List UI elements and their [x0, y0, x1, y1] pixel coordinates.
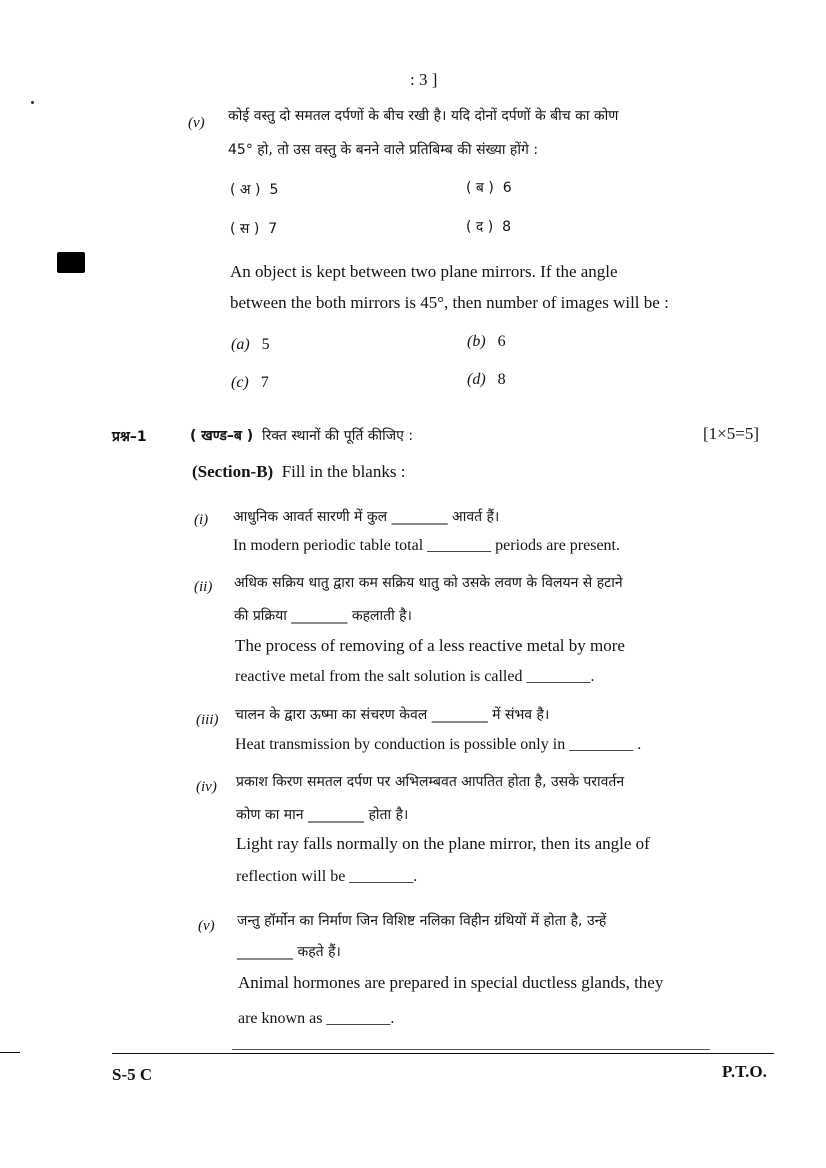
q5-hindi-option-b — [466, 178, 512, 197]
item-iv-number: (iv) — [196, 779, 217, 795]
option-value: 7 — [260, 374, 269, 391]
option-label: (a) — [231, 336, 250, 353]
footer-rule — [112, 1053, 774, 1054]
option-value: 5 — [261, 336, 270, 353]
option-value: 8 — [497, 371, 506, 388]
option-value: 8 — [502, 219, 512, 235]
item-ii-hindi-line2: की प्रक्रिया ________ कहलाती है। — [234, 608, 412, 624]
item-iv-english-line2: reflection will be ________. — [236, 868, 418, 885]
scan-speck — [31, 101, 34, 104]
option-label: ( ब ) — [466, 180, 494, 196]
option-value: 6 — [497, 333, 506, 350]
please-turn-over: P.T.O. — [722, 1062, 767, 1081]
section-b-heading-english — [192, 462, 405, 482]
instruction-hindi: रिक्त स्थानों की पूर्ति कीजिए : — [262, 428, 414, 444]
option-value: 7 — [268, 221, 278, 237]
item-iv-hindi-line2: कोण का मान ________ होता है। — [236, 807, 409, 823]
q5-hindi-option-a — [230, 180, 278, 199]
item-v-english-line1: Animal hormones are prepared in special ductless glands, they — [238, 973, 664, 992]
option-label: ( द ) — [466, 219, 494, 235]
option-value: 5 — [269, 182, 279, 198]
item-ii-english-line2: reactive metal from the salt solution is called ________. — [235, 668, 595, 685]
option-label: ( स ) — [230, 221, 260, 237]
section-label-hindi: ( खण्ड–ब ) — [190, 428, 254, 444]
q5-hindi-line1: कोई वस्तु दो समतल दर्पणों के बीच रखी है। यदि दोनों दर्पणों के बीच का कोण — [228, 108, 619, 124]
q5-english-option-a — [231, 336, 270, 354]
item-i-hindi: आधुनिक आवर्त सारणी में कुल ________ आवर्त हैं। — [233, 509, 500, 525]
footer-rule-thin — [232, 1049, 710, 1050]
option-label: ( अ ) — [230, 182, 261, 198]
item-v-hindi-line1: जन्तु हॉर्मोन का निर्माण जिन विशिष्ट नलिका विहीन ग्रंथियों में होता है, उन्हें — [237, 913, 607, 929]
page-number: : 3 ] — [410, 70, 438, 89]
q5-english-line2: between the both mirrors is 45°, then number of images will be : — [230, 293, 669, 312]
q5-hindi-line2: 45° हो, तो उस वस्तु के बनने वाले प्रतिबिम्ब की संख्या होंगे : — [228, 142, 539, 158]
option-label: (d) — [467, 371, 486, 388]
q5-english-option-c — [231, 374, 269, 392]
item-iv-english-line1: Light ray falls normally on the plane mirror, then its angle of — [236, 834, 650, 853]
item-iv-hindi-line1: प्रकाश किरण समतल दर्पण पर अभिलम्बवत आपतित होता है, उसके परावर्तन — [236, 774, 625, 790]
q5-english-option-b — [467, 333, 506, 351]
q5-hindi-option-d — [466, 217, 511, 236]
item-v-hindi-line2: ________ कहते हैं। — [237, 944, 341, 960]
item-i-english: In modern periodic table total ________ periods are present. — [233, 537, 620, 554]
paper-code: S-5 C — [112, 1065, 153, 1084]
item-i-number: (i) — [194, 512, 209, 528]
instruction-english: Fill in the blanks : — [281, 462, 406, 481]
item-ii-english-line1: The process of removing of a less reactive metal by more — [235, 636, 625, 655]
q5-hindi-option-c — [230, 219, 277, 238]
section-label-english: (Section-B) — [192, 462, 274, 481]
q5-english-line1: An object is kept between two plane mirrors. If the angle — [230, 262, 618, 281]
option-label: (b) — [467, 333, 486, 350]
item-v-english-line2: are known as ________. — [238, 1010, 395, 1027]
question-label: प्रश्न–1 — [112, 429, 147, 445]
item-ii-hindi-line1: अधिक सक्रिय धातु द्वारा कम सक्रिय धातु को उसके लवण के विलयन से हटाने — [234, 575, 623, 591]
black-margin-mark — [57, 252, 85, 273]
section-b-heading-hindi — [190, 426, 413, 445]
option-value: 6 — [502, 180, 512, 196]
item-v-number: (v) — [198, 918, 215, 934]
option-label: (c) — [231, 374, 249, 391]
footer-rule-left — [0, 1052, 20, 1053]
q5-english-option-d — [467, 371, 506, 389]
item-iii-english: Heat transmission by conduction is possible only in ________ . — [235, 736, 642, 753]
item-iii-number: (iii) — [196, 712, 219, 728]
marks-allocation: [1×5=5] — [703, 424, 759, 443]
item-ii-number: (ii) — [194, 579, 213, 595]
q5-number: (v) — [188, 115, 205, 131]
item-iii-hindi: चालन के द्वारा ऊष्मा का संचरण केवल ________ में संभव है। — [235, 707, 550, 723]
